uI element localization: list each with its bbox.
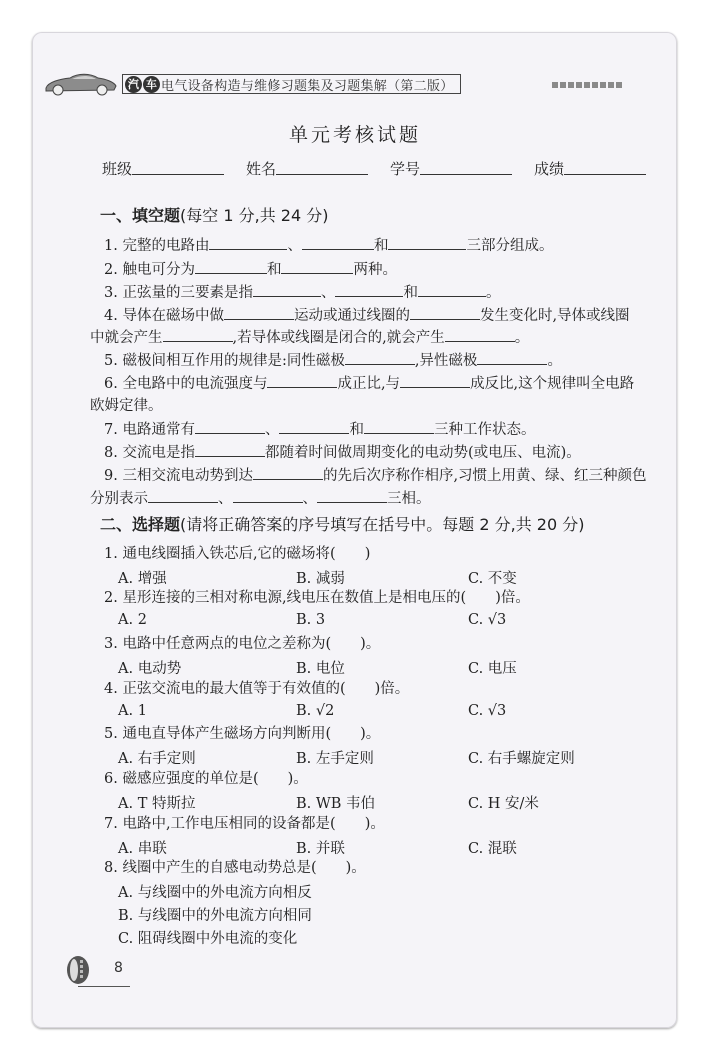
- mc-option[interactable]: B. √2: [296, 703, 335, 719]
- answer-blank[interactable]: [209, 235, 287, 250]
- answer-blank[interactable]: [345, 350, 415, 365]
- mc-option[interactable]: B. WB 韦伯: [296, 796, 376, 812]
- mc-option[interactable]: A. 2: [118, 612, 147, 628]
- book-title-box: [122, 74, 461, 94]
- class-label: 班级: [102, 160, 133, 178]
- answer-blank[interactable]: [410, 305, 480, 320]
- score-field[interactable]: [564, 158, 646, 175]
- question-7: 7. 电路通常有 、 和 三种工作状态。: [104, 419, 535, 440]
- mc-option[interactable]: C. √3: [468, 703, 507, 719]
- question-6: 6. 全电路中的电流强度与 成正比,与 成反比,这个规律叫全电路: [104, 373, 634, 394]
- question-4: 4. 导体在磁场中做 运动或通过线圈的 发生变化时,导体或线圈: [104, 305, 630, 326]
- mc-question-5: 5. 通电直导体产生磁场方向判断用( )。: [104, 726, 381, 742]
- answer-blank[interactable]: [335, 282, 403, 297]
- question-9: 9. 三相交流电动势到达 的先后次序称作相序,习惯上用黄、绿、红三种颜色: [104, 465, 647, 486]
- answer-blank[interactable]: [477, 350, 547, 365]
- mc-option[interactable]: C. 不变: [468, 571, 517, 587]
- logo-char: 汽: [125, 76, 142, 93]
- student-info-row: [102, 158, 646, 179]
- answer-blank[interactable]: [224, 305, 294, 320]
- answer-blank[interactable]: [364, 419, 434, 434]
- section-heading-fill-blank: 一、填空题(每空 1 分,共 24 分): [100, 206, 329, 225]
- mc-option[interactable]: B. 左手定则: [296, 751, 374, 767]
- name-field[interactable]: [276, 158, 368, 175]
- mc-option[interactable]: A. 右手定则: [118, 751, 196, 767]
- mc-option[interactable]: A. T 特斯拉: [118, 796, 196, 812]
- student-id-field[interactable]: [420, 158, 512, 175]
- mc-option[interactable]: A. 电动势: [118, 661, 182, 677]
- question-4-cont: 中就会产生 ,若导体或线圈是闭合的,就会产生 。: [90, 327, 529, 348]
- decorative-squares: [552, 82, 622, 88]
- mc-option[interactable]: C. H 安/米: [468, 796, 539, 812]
- answer-blank[interactable]: [267, 373, 337, 388]
- answer-blank[interactable]: [317, 488, 387, 503]
- mc-option[interactable]: C. 电压: [468, 661, 517, 677]
- mc-option[interactable]: A. 串联: [118, 841, 167, 857]
- name-label: 姓名: [246, 160, 277, 178]
- mc-option[interactable]: C. √3: [468, 612, 507, 628]
- answer-blank[interactable]: [253, 282, 321, 297]
- mc-option[interactable]: A. 增强: [118, 571, 167, 587]
- car-icon: [42, 70, 118, 96]
- question-8: 8. 交流电是指 都随着时间做周期变化的电动势(或电压、电流)。: [104, 442, 581, 463]
- tire-icon: [64, 954, 94, 988]
- mc-option[interactable]: B. 与线圈中的外电流方向相同: [118, 908, 312, 924]
- mc-question-8: 8. 线圈中产生的自感电动势总是( )。: [104, 860, 366, 876]
- page-title: 单元考核试题: [288, 124, 421, 146]
- section-heading-multiple-choice: 二、选择题(请将正确答案的序号填写在括号中。每题 2 分,共 20 分): [100, 515, 585, 534]
- answer-blank[interactable]: [195, 259, 267, 274]
- logo-char: 车: [143, 76, 160, 93]
- mc-option[interactable]: B. 电位: [296, 661, 345, 677]
- mc-option[interactable]: C. 阻碍线圈中外电流的变化: [118, 931, 298, 947]
- question-9-cont: 分别表示 、 、 三相。: [90, 488, 431, 509]
- question-3: 3. 正弦量的三要素是指 、 和 。: [104, 282, 500, 303]
- mc-option[interactable]: B. 并联: [296, 841, 345, 857]
- mc-option[interactable]: C. 右手螺旋定则: [468, 751, 575, 767]
- question-6-cont: 欧姆定律。: [90, 398, 163, 414]
- answer-blank[interactable]: [195, 419, 265, 434]
- mc-option[interactable]: C. 混联: [468, 841, 517, 857]
- page-number: 8: [114, 960, 123, 976]
- running-header: [42, 70, 602, 100]
- book-title: 电气设备构造与维修习题集及习题集解（第二版）: [161, 78, 454, 94]
- answer-blank[interactable]: [445, 327, 515, 342]
- answer-blank[interactable]: [253, 465, 323, 480]
- mc-option[interactable]: B. 3: [296, 612, 326, 628]
- question-2: 2. 触电可分为 和 两种。: [104, 259, 397, 280]
- answer-blank[interactable]: [388, 235, 466, 250]
- mc-question-6: 6. 磁感应强度的单位是( )。: [104, 771, 308, 787]
- question-1: 1. 完整的电路由 、 和 三部分组成。: [104, 235, 553, 256]
- answer-blank[interactable]: [302, 235, 374, 250]
- mc-option[interactable]: A. 与线圈中的外电流方向相反: [118, 885, 312, 901]
- answer-blank[interactable]: [233, 488, 303, 503]
- answer-blank[interactable]: [279, 419, 349, 434]
- student-id-label: 学号: [390, 160, 421, 178]
- mc-question-2: 2. 星形连接的三相对称电源,线电压在数值上是相电压的( )倍。: [104, 590, 530, 606]
- mc-option[interactable]: A. 1: [118, 703, 147, 719]
- footer-rule: [78, 986, 130, 987]
- answer-blank[interactable]: [281, 259, 353, 274]
- answer-blank[interactable]: [400, 373, 470, 388]
- question-5: 5. 磁极间相互作用的规律是:同性磁极 ,异性磁极 。: [104, 350, 562, 371]
- mc-question-4: 4. 正弦交流电的最大值等于有效值的( )倍。: [104, 681, 410, 697]
- score-label: 成绩: [534, 160, 565, 178]
- mc-question-7: 7. 电路中,工作电压相同的设备都是( )。: [104, 816, 385, 832]
- answer-blank[interactable]: [148, 488, 218, 503]
- mc-question-3: 3. 电路中任意两点的电位之差称为( )。: [104, 636, 381, 652]
- answer-blank[interactable]: [418, 282, 486, 297]
- answer-blank[interactable]: [163, 327, 233, 342]
- answer-blank[interactable]: [195, 442, 265, 457]
- mc-option[interactable]: B. 减弱: [296, 571, 345, 587]
- class-field[interactable]: [132, 158, 224, 175]
- mc-question-1: 1. 通电线圈插入铁芯后,它的磁场将( ): [104, 546, 371, 562]
